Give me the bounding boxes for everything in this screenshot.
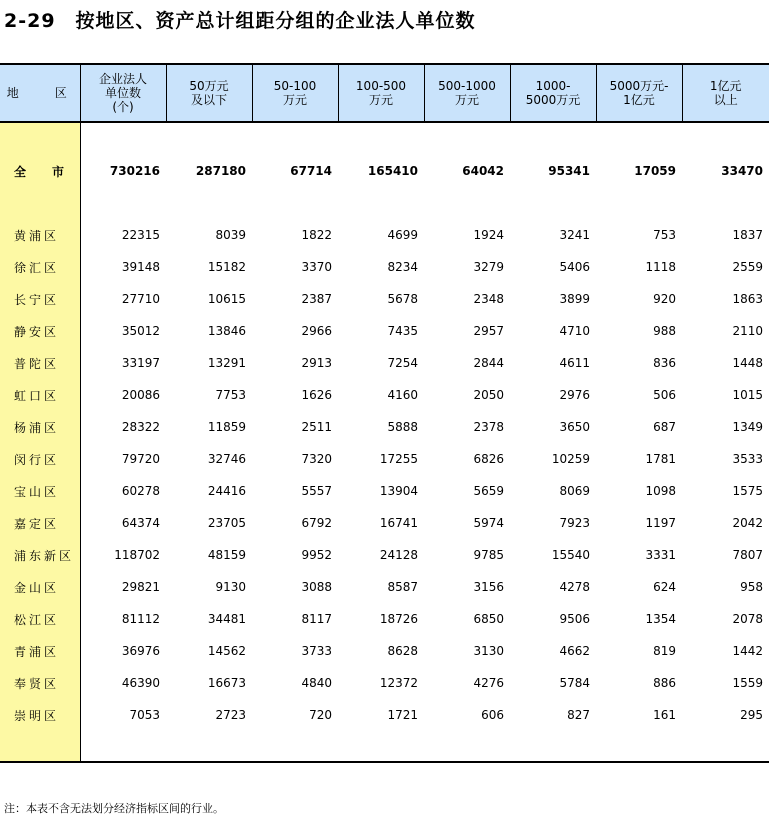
value-cell: 32746 xyxy=(207,452,246,466)
table-row xyxy=(0,507,769,539)
value-cell: 95341 xyxy=(548,164,590,178)
value-cell: 2387 xyxy=(301,292,332,306)
value-cell: 624 xyxy=(653,580,676,594)
value-cell: 4611 xyxy=(559,356,590,370)
value-cell: 1721 xyxy=(387,708,418,722)
value-cell: 64042 xyxy=(462,164,504,178)
total-units-cell: 27710 xyxy=(121,292,160,306)
total-units-cell: 46390 xyxy=(121,676,160,690)
table-body xyxy=(0,122,769,762)
value-cell: 9785 xyxy=(473,548,504,562)
value-cell: 1626 xyxy=(301,388,332,402)
value-cell: 161 xyxy=(653,708,676,722)
value-cell: 7923 xyxy=(559,516,590,530)
table-row xyxy=(0,443,769,475)
header-group-3 xyxy=(338,64,424,122)
value-cell: 1448 xyxy=(732,356,763,370)
table-row xyxy=(0,699,769,731)
value-cell: 2378 xyxy=(473,420,504,434)
region-cell: 金山区 xyxy=(0,571,80,603)
region-cell: 全市 xyxy=(0,122,80,219)
value-cell: 8234 xyxy=(387,260,418,274)
value-cell: 2110 xyxy=(732,324,763,338)
table-row xyxy=(0,251,769,283)
value-cell: 6826 xyxy=(473,452,504,466)
header-group-2 xyxy=(252,64,338,122)
header-group-5-line-2: 5000万元 xyxy=(525,93,581,107)
header-group-4-line-2: 万元 xyxy=(454,93,479,107)
total-units-cell: 33197 xyxy=(121,356,160,370)
header-group-5-line-1: 1000- xyxy=(535,79,571,93)
footnote: 注：本表不含无法划分经济指标区间的行业。 xyxy=(4,802,224,815)
value-cell: 15540 xyxy=(551,548,590,562)
region-cell: 徐汇区 xyxy=(0,251,80,283)
total-row xyxy=(0,122,769,219)
region-cell: 奉贤区 xyxy=(0,667,80,699)
table-row xyxy=(0,635,769,667)
value-cell: 3088 xyxy=(301,580,332,594)
region-cell: 浦东新区 xyxy=(0,539,80,571)
value-cell: 2348 xyxy=(473,292,504,306)
value-cell: 720 xyxy=(309,708,332,722)
header-group-5 xyxy=(510,64,596,122)
enterprise-count-table xyxy=(0,63,769,763)
table-row xyxy=(0,283,769,315)
table-row xyxy=(0,347,769,379)
value-cell: 9952 xyxy=(301,548,332,562)
value-cell: 13291 xyxy=(207,356,246,370)
value-cell: 836 xyxy=(653,356,676,370)
header-group-2-line-2: 万元 xyxy=(282,93,307,107)
value-cell: 4278 xyxy=(559,580,590,594)
value-cell: 5557 xyxy=(301,484,332,498)
value-cell: 2050 xyxy=(473,388,504,402)
value-cell: 3279 xyxy=(473,260,504,274)
table-header xyxy=(0,64,769,122)
value-cell: 17059 xyxy=(634,164,676,178)
total-units-cell: 118702 xyxy=(114,548,160,562)
header-group-7 xyxy=(682,64,769,122)
header-total-line-3: (个) xyxy=(112,100,134,114)
value-cell: 23705 xyxy=(207,516,246,530)
total-units-cell: 29821 xyxy=(121,580,160,594)
table-row xyxy=(0,475,769,507)
value-cell: 6850 xyxy=(473,612,504,626)
value-cell: 1118 xyxy=(645,260,676,274)
value-cell: 48159 xyxy=(207,548,246,562)
value-cell: 827 xyxy=(567,708,590,722)
value-cell: 3650 xyxy=(559,420,590,434)
value-cell: 12372 xyxy=(379,676,418,690)
total-units-cell: 36976 xyxy=(121,644,160,658)
value-cell: 1924 xyxy=(473,228,504,242)
value-cell: 33470 xyxy=(721,164,763,178)
value-cell: 2966 xyxy=(301,324,332,338)
header-group-4 xyxy=(424,64,510,122)
value-cell: 16673 xyxy=(207,676,246,690)
value-cell: 2511 xyxy=(301,420,332,434)
value-cell: 24128 xyxy=(379,548,418,562)
value-cell: 24416 xyxy=(207,484,246,498)
value-cell: 10259 xyxy=(551,452,590,466)
value-cell: 3733 xyxy=(301,644,332,658)
total-units-cell: 20086 xyxy=(121,388,160,402)
header-group-6 xyxy=(596,64,682,122)
value-cell: 7435 xyxy=(387,324,418,338)
header-total-line-2: 单位数 xyxy=(104,86,141,100)
region-cell: 杨浦区 xyxy=(0,411,80,443)
value-cell: 7807 xyxy=(732,548,763,562)
header-group-3-line-2: 万元 xyxy=(368,93,393,107)
total-units-cell: 64374 xyxy=(121,516,160,530)
table-bottom-spacer xyxy=(0,731,769,762)
header-region: 地 区 xyxy=(0,64,80,122)
value-cell: 4276 xyxy=(473,676,504,690)
value-cell: 3331 xyxy=(645,548,676,562)
value-cell: 2976 xyxy=(559,388,590,402)
value-cell: 687 xyxy=(653,420,676,434)
value-cell: 5888 xyxy=(387,420,418,434)
value-cell: 4662 xyxy=(559,644,590,658)
total-units-cell: 730216 xyxy=(109,164,160,178)
value-cell: 17255 xyxy=(379,452,418,466)
value-cell: 8039 xyxy=(215,228,246,242)
header-group-2-line-1: 50-100 xyxy=(273,79,317,93)
value-cell: 295 xyxy=(740,708,763,722)
value-cell: 7320 xyxy=(301,452,332,466)
value-cell: 1863 xyxy=(732,292,763,306)
value-cell: 2913 xyxy=(301,356,332,370)
table-row xyxy=(0,571,769,603)
total-units-cell: 60278 xyxy=(121,484,160,498)
value-cell: 5406 xyxy=(559,260,590,274)
value-cell: 920 xyxy=(653,292,676,306)
value-cell: 3156 xyxy=(473,580,504,594)
value-cell: 5659 xyxy=(473,484,504,498)
header-group-7-line-1: 1亿元 xyxy=(709,79,742,93)
region-cell: 嘉定区 xyxy=(0,507,80,539)
region-cell: 静安区 xyxy=(0,315,80,347)
value-cell: 8117 xyxy=(301,612,332,626)
header-group-6-line-1: 5000万元- xyxy=(609,79,669,93)
table-row xyxy=(0,219,769,251)
value-cell: 3370 xyxy=(301,260,332,274)
header-group-1-line-1: 50万元 xyxy=(189,79,229,93)
value-cell: 958 xyxy=(740,580,763,594)
total-units-cell: 35012 xyxy=(121,324,160,338)
value-cell: 67714 xyxy=(290,164,332,178)
value-cell: 287180 xyxy=(195,164,246,178)
value-cell: 5974 xyxy=(473,516,504,530)
value-cell: 3533 xyxy=(732,452,763,466)
total-units-cell: 39148 xyxy=(121,260,160,274)
table-row xyxy=(0,603,769,635)
data-table-container xyxy=(0,63,769,763)
total-units-cell: 22315 xyxy=(121,228,160,242)
value-cell: 1559 xyxy=(732,676,763,690)
region-cell: 虹口区 xyxy=(0,379,80,411)
value-cell: 8069 xyxy=(559,484,590,498)
region-cell: 黄浦区 xyxy=(0,219,80,251)
value-cell: 1354 xyxy=(645,612,676,626)
value-cell: 14562 xyxy=(207,644,246,658)
value-cell: 6792 xyxy=(301,516,332,530)
value-cell: 8628 xyxy=(387,644,418,658)
value-cell: 3899 xyxy=(559,292,590,306)
value-cell: 4840 xyxy=(301,676,332,690)
region-cell: 长宁区 xyxy=(0,283,80,315)
region-cell: 崇明区 xyxy=(0,699,80,731)
value-cell: 11859 xyxy=(207,420,246,434)
region-cell: 青浦区 xyxy=(0,635,80,667)
value-cell: 165410 xyxy=(367,164,418,178)
header-group-4-line-1: 500-1000 xyxy=(438,79,496,93)
table-row xyxy=(0,315,769,347)
value-cell: 753 xyxy=(653,228,676,242)
value-cell: 5678 xyxy=(387,292,418,306)
value-cell: 2042 xyxy=(732,516,763,530)
value-cell: 988 xyxy=(653,324,676,338)
value-cell: 4710 xyxy=(559,324,590,338)
value-cell: 10615 xyxy=(207,292,246,306)
value-cell: 7254 xyxy=(387,356,418,370)
value-cell: 4160 xyxy=(387,388,418,402)
value-cell: 34481 xyxy=(207,612,246,626)
table-row xyxy=(0,539,769,571)
table-row xyxy=(0,411,769,443)
header-group-1 xyxy=(166,64,252,122)
value-cell: 886 xyxy=(653,676,676,690)
total-units-cell: 7053 xyxy=(129,708,160,722)
value-cell: 1197 xyxy=(645,516,676,530)
value-cell: 1837 xyxy=(732,228,763,242)
value-cell: 606 xyxy=(481,708,504,722)
header-group-6-line-2: 1亿元 xyxy=(623,93,655,107)
value-cell: 1822 xyxy=(301,228,332,242)
value-cell: 1781 xyxy=(645,452,676,466)
region-spacer-cell xyxy=(0,731,80,762)
value-cell: 819 xyxy=(653,644,676,658)
value-cell: 1349 xyxy=(732,420,763,434)
table-row xyxy=(0,667,769,699)
value-cell: 506 xyxy=(653,388,676,402)
value-cell: 4699 xyxy=(387,228,418,242)
header-total-units xyxy=(80,64,166,122)
value-cell: 13904 xyxy=(379,484,418,498)
value-cell: 2559 xyxy=(732,260,763,274)
table-row xyxy=(0,379,769,411)
value-spacer-cell xyxy=(80,731,769,762)
total-units-cell: 79720 xyxy=(121,452,160,466)
value-cell: 13846 xyxy=(207,324,246,338)
page-title: 2-29 按地区、资产总计组距分组的企业法人单位数 xyxy=(4,10,476,32)
value-cell: 9506 xyxy=(559,612,590,626)
region-cell: 普陀区 xyxy=(0,347,80,379)
value-cell: 2957 xyxy=(473,324,504,338)
value-cell: 1442 xyxy=(732,644,763,658)
header-group-1-line-2: 及以下 xyxy=(190,93,227,107)
region-cell: 闵行区 xyxy=(0,443,80,475)
total-units-cell: 81112 xyxy=(121,612,160,626)
value-cell: 7753 xyxy=(215,388,246,402)
value-cell: 3130 xyxy=(473,644,504,658)
value-cell: 9130 xyxy=(215,580,246,594)
value-cell: 3241 xyxy=(559,228,590,242)
region-cell: 松江区 xyxy=(0,603,80,635)
total-units-cell: 28322 xyxy=(121,420,160,434)
value-cell: 1575 xyxy=(732,484,763,498)
value-cell: 1098 xyxy=(645,484,676,498)
value-cell: 2078 xyxy=(732,612,763,626)
region-cell: 宝山区 xyxy=(0,475,80,507)
header-group-3-line-1: 100-500 xyxy=(355,79,407,93)
value-cell: 2723 xyxy=(215,708,246,722)
header-group-7-line-2: 以上 xyxy=(713,93,738,107)
value-cell: 5784 xyxy=(559,676,590,690)
header-total-line-1: 企业法人 xyxy=(98,72,147,86)
value-cell: 15182 xyxy=(207,260,246,274)
value-cell: 2844 xyxy=(473,356,504,370)
value-cell: 16741 xyxy=(379,516,418,530)
value-cell: 8587 xyxy=(387,580,418,594)
value-cell: 1015 xyxy=(732,388,763,402)
value-cell: 18726 xyxy=(379,612,418,626)
